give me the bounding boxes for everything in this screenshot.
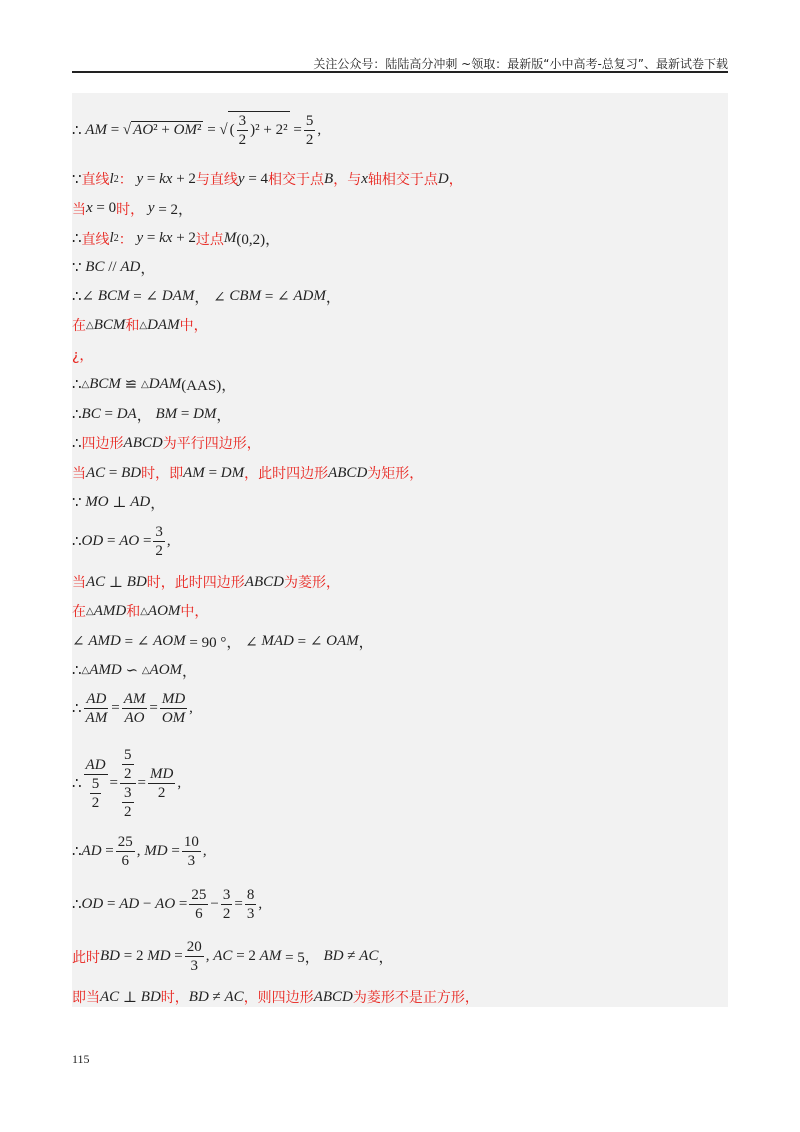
solution-line-10: ∴ BC = DA ， BM = DM ， [72,406,232,424]
solution-line-5: ∵ BC // AD ， [72,259,156,277]
solution-line-21: ∴ AD = $\frac{25}{6}$ , MD = $\frac{10}{3}$ , [72,834,207,869]
solution-line-3: 当 x = 0 时， y = 2， [72,200,194,218]
solution-line-22: ∴ OD = AD − AO = $\frac{25}{6}$ − $\frac{3}{2}$ = $\frac{8}{3}$ , [72,887,263,922]
solution-line-16: 在 △ AMD 和 △ AOM 中， [72,602,209,620]
header-rule [72,71,728,73]
page-number: 115 [72,1052,90,1066]
solution-line-6: ∴∠ BCM = ∠ DAM ， ∠ CBM = ∠ ADM ， [72,288,341,306]
solution-line-17: ∠ AMD = ∠ AOM = 90 °， ∠ MAD = ∠ OAM ， [72,633,374,651]
solution-line-1: ∴ AM = √ AO² + OM² = √ ( $\frac{3}{2}$ )² + 2² = $\frac{5}{2}$ , [72,112,322,148]
page-header: 关注公众号：陆陆高分冲刺 ~领取：最新版“小中高考-总复习”、最新试卷下载 [313,57,728,71]
solution-line-23: 此时 BD = 2 MD = $\frac{20}{3}$ , AC = 2 AM = 5， BD ≠ AC ， [72,939,394,974]
solution-line-11: ∴ 四边形 ABCD 为平行四边形， [72,434,261,452]
solution-panel [72,93,728,1007]
solution-line-7: 在 △ BCM 和 △ DAM 中， [72,316,208,334]
solution-line-24: 即当 AC ⊥ BD 时， BD ≠ AC ，则四边形 ABCD 为菱形不是正方形， [72,988,479,1006]
solution-line-13: ∵ MO ⊥ AD ， [72,494,166,512]
solution-line-4: ∴ 直线 l 2 ： y = kx + 2 过点 M (0,2)， [72,230,281,248]
solution-line-12: 当 AC = BD 时，即 AM = DM ，此时四边形 ABCD 为矩形， [72,464,424,482]
solution-line-2: ∵ 直线 l 2 ： y = kx + 2 与直线 y = 4 相交于点 B ，与 x 轴相交于点 D ， [72,170,463,188]
solution-line-18: ∴ △ AMD ∽ △ AOM ， [72,662,198,680]
solution-line-15: 当 AC ⊥ BD 时，此时四边形 ABCD 为菱形， [72,573,340,591]
solution-line-14: ∴ OD = AO = $\frac{3}{2}$ , [72,524,171,559]
solution-line-20: ∴ $\frac{AD}{\frac{5}{2}}$ = $\frac{\frac{5}{2}}{\frac{3}{2}}$ = $\frac{MD}{2}$ , [72,747,182,820]
solution-line-9: ∴ △ BCM ≌ △ DAM (AAS)， [72,376,237,394]
solution-line-8: ¿， [72,348,94,364]
solution-line-19: ∴ $\frac{AD}{AM}$ = $\frac{AM}{AO}$ = $\frac{MD}{OM}$ , [72,691,193,726]
